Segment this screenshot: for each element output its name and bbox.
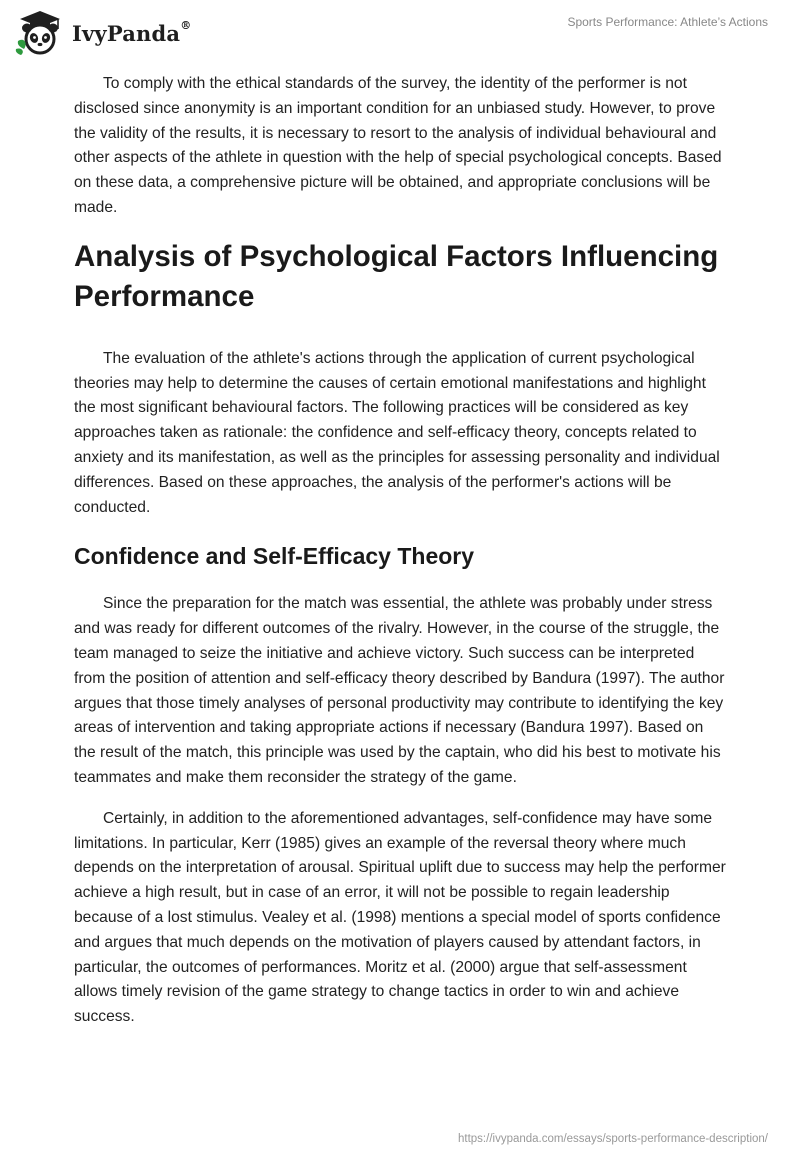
paragraph-3: Since the preparation for the match was essential, the athlete was probably under stress and was ready for different outcomes of the rivalry. However, in the course of the struggle, the team managed to seize the initiative and achieve victory. Such success can be interpreted from the position of attention and self-efficacy theory described by Bandura (1997). The author argues that those timely analyses of personal productivity may contribute to identifying the key areas of intervention and taking appropriate actions if necessary (Bandura 1997). Based on the result of the match, this principle was used by the captain, who did his best to motivate his teammates and make them reconsider the strategy of the game.: [74, 595, 725, 786]
essay-content: [74, 72, 726, 1030]
source-url[interactable]: https://ivypanda.com/essays/sports-performance-description/: [458, 1133, 768, 1145]
running-title: Sports Performance: Athlete’s Actions: [567, 15, 768, 29]
paragraph-1: To comply with the ethical standards of the survey, the identity of the performer is not disclosed since anonymity is an important condition for an unbiased study. However, to prove the validity of the results, it is necessary to resort to the analysis of individual behavioural and other aspects of the athlete in question with the help of special psychological concepts. Based on these data, a comprehensive picture will be obtained, and appropriate conclusions will be made.: [74, 75, 722, 216]
registered-mark: ®: [180, 18, 192, 32]
brand-text: IvyPanda: [72, 20, 181, 46]
page-header: [0, 0, 800, 64]
subsection-heading: Confidence and Self-Efficacy Theory: [74, 543, 475, 570]
paragraph-2: The evaluation of the athlete's actions through the application of current psychological theories may help to determine the causes of certain emotional manifestations and highlight the most significant behavioural factors. The following practices will be considered as key approaches taken as rationale: the confidence and self-efficacy theory, concepts related to anxiety and its manifestation, as well as the principles for assessing personality and individual differences. Based on these approaches, the analysis of the performer's actions will be conducted.: [74, 349, 720, 516]
paragraph-4: Certainly, in addition to the aforementioned advantages, self-confidence may have some limitations. In particular, Kerr (1985) gives an example of the reversal theory where much depends on the interpretation of arousal. Spiritual uplift due to success may help the performer achieve a high result, but in case of an error, it will not be possible to regain leadership because of a lost stimulus. Vealey et al. (1998) mentions a special model of sports confidence and argues that much depends on the motivation of players caused by attendant factors, in particular, the outcomes of performances. Moritz et al. (2000) argue that self-assessment allows timely revision of the game strategy to change tactics in order to win and achieve success.: [74, 809, 726, 1026]
panda-graduate-icon: [14, 9, 66, 55]
brand-name: [72, 18, 192, 46]
section-heading: Analysis of Psychological Factors Influencing Performance: [74, 239, 719, 313]
ivypanda-logo[interactable]: [14, 9, 191, 55]
